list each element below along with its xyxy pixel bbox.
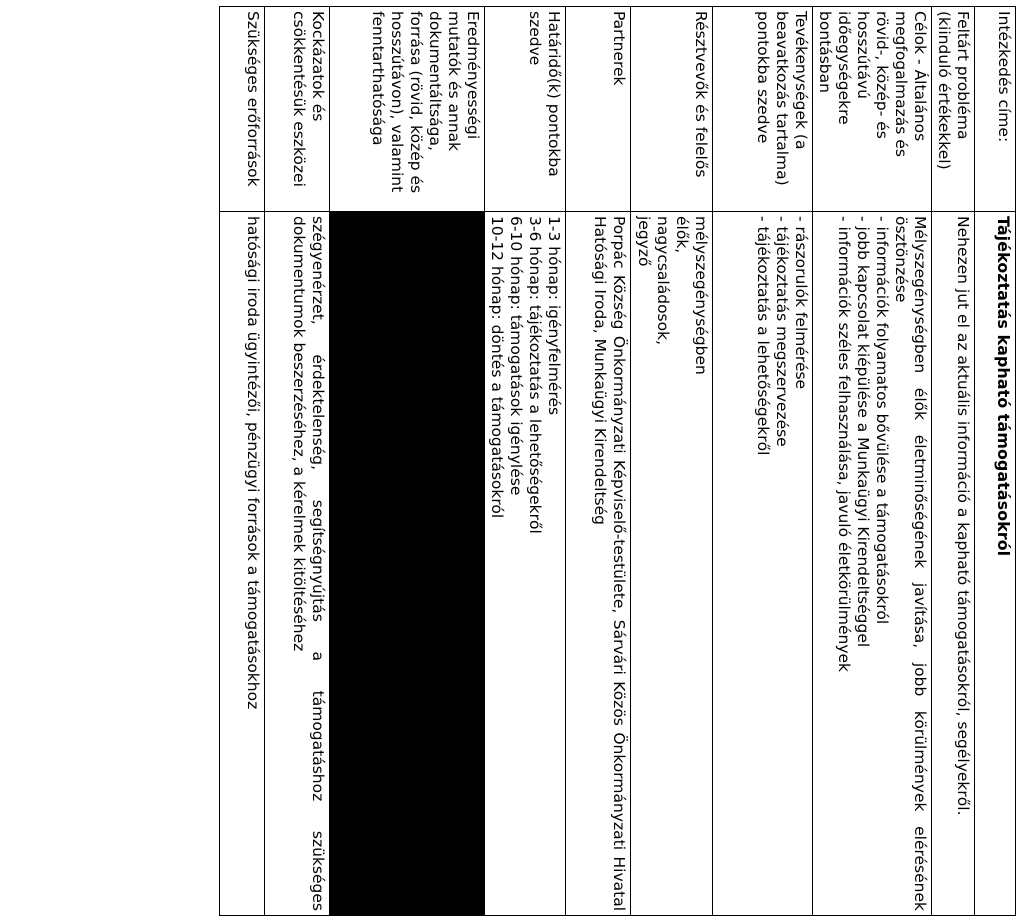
goals-label: Célok - Általános megfogalmazás és rövid-, közép- és hosszútávú időegységekre bontásban	[816, 11, 929, 157]
goals-item: - információk folyamatos bővülése a támogatásokról	[873, 216, 891, 625]
participants-label: Résztvevők és felelős	[692, 11, 710, 178]
partners-text: Porpác Község Önkormányzati Képviselő-testülete, Sárvári Közös Önkormányzati Hivatal Hatósági Iroda, Munkaügyi Kirendeltség	[591, 216, 628, 911]
goals-item: - jobb kapcsolat kiépülése a Munkaügyi Kirendeltséggel	[854, 216, 872, 648]
row-value	[713, 212, 813, 916]
resources-label: Szükséges erőforrások	[244, 11, 262, 187]
table-row	[975, 7, 1016, 916]
deadline-item: 3-6 hónap: tájékoztatás a lehetőségekről	[526, 216, 544, 534]
row-label	[932, 7, 975, 212]
risks-label: Kockázatok és csökkentésük eszközei	[290, 11, 327, 187]
activity-item: - tájékoztatás megszervezése	[773, 216, 791, 447]
row-value	[566, 212, 631, 916]
title-value-cell	[975, 212, 1016, 916]
table-row	[932, 7, 975, 916]
row-value	[265, 212, 330, 916]
row-value	[220, 212, 265, 916]
row-label	[265, 7, 330, 212]
redacted-block	[330, 212, 485, 916]
row-label	[330, 7, 485, 212]
row-value	[631, 212, 713, 916]
resources-text: hatósági iroda ügyintézői, pénzügyi források a támogatásokhoz	[244, 216, 262, 710]
activity-item: - tájékoztatás a lehetőségekről	[754, 216, 772, 456]
deadline-item: 6-10 hónap: támogatások igénylése	[507, 216, 525, 496]
table-row	[813, 7, 932, 916]
table-row	[566, 7, 631, 916]
table-row	[220, 7, 265, 916]
table-row	[485, 7, 566, 916]
row-label	[813, 7, 932, 212]
goals-general: Mélyszegénységben élők életminőségének javítása, jobb körülmények elérésének ösztönzése	[892, 216, 929, 911]
table-row	[330, 7, 485, 916]
measure-table	[219, 6, 1016, 916]
row-value	[813, 212, 932, 916]
row-value	[485, 212, 566, 916]
row-label	[566, 7, 631, 212]
deadlines-label: Határidő(k) pontokba szedve	[526, 11, 563, 177]
partners-label: Partnerek	[610, 11, 628, 86]
title-label-cell	[975, 7, 1016, 212]
problem-label: Feltárt probléma (kiinduló értékekkel)	[935, 11, 972, 170]
risks-text: szégyenérzet, érdektelenség, segítségnyújtás a támogatáshoz szükséges dokumentumok beszerzéséhez, a kérelmek kitöltéséhez	[290, 216, 327, 911]
table-row	[265, 7, 330, 916]
goals-item: - információk széles felhasználása, javuló életkörülmények	[835, 216, 853, 673]
table-row	[713, 7, 813, 916]
problem-text: Nehezen jut el az aktuális információ a kapható támogatásokról, segélyekről.	[954, 216, 972, 816]
row-label	[220, 7, 265, 212]
row-label	[631, 7, 713, 212]
row-value	[932, 212, 975, 916]
participants-text: mélyszegénységben élők, nagycsaládosok, jegyző	[635, 216, 710, 375]
indicators-label: Eredményességi mutatók és annak dokumentáltsága, forrása (rövid, közép és hosszútávon), valamint fenntarthatósága	[369, 11, 482, 194]
measure-title: Tájékoztatás kapható támogatásokról	[994, 216, 1013, 557]
deadline-item: 10-12 hónap: döntés a támogatásokról	[488, 216, 506, 519]
deadline-item: 1-3 hónap: igényfelmérés	[545, 216, 563, 416]
title-label: Intézkedés címe:	[995, 11, 1013, 143]
activities-label: Tevékenységek (a beavatkozás tartalma) pontokba szedve	[754, 11, 810, 186]
table-row	[631, 7, 713, 916]
row-label	[713, 7, 813, 212]
activity-item: - rászorulók felmérése	[792, 216, 810, 390]
row-label	[485, 7, 566, 212]
